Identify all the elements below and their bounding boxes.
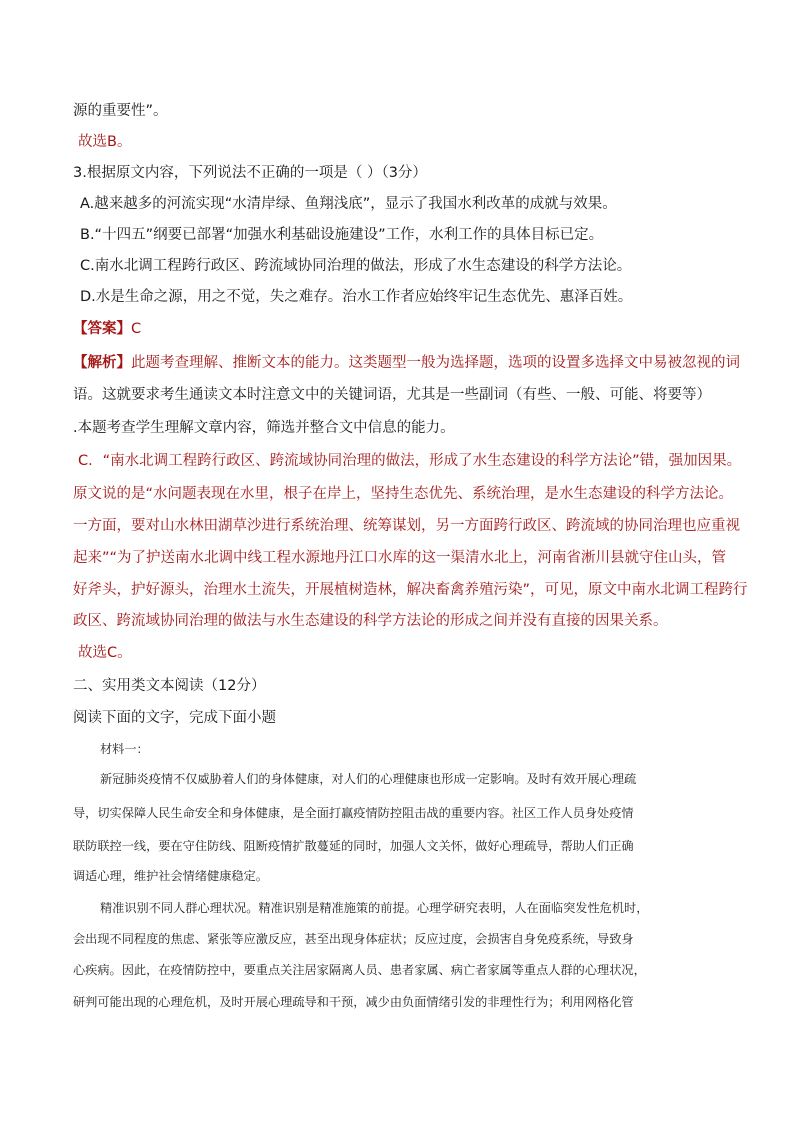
material-para2-line-1: 精准识别不同人群心理状况。精准识别是精准施策的前提。心理学研究表明，人在面临突发性危机时， (100, 901, 649, 915)
section-heading: 二、实用类文本阅读（12分） (73, 678, 266, 694)
option-a: A.越来越多的河流实现“水清岸绿、鱼翔浅底”，显示了我国水利改革的成就与效果。 (80, 196, 617, 212)
option-d: D.水是生命之源，用之不觉，失之难存。治水工作者应始终牢记生态优先、惠泽百姓。 (80, 289, 633, 305)
answer-label: 【答案】 (73, 321, 131, 337)
continued-text: 源的重要性”。 (73, 103, 168, 119)
analysis-text: 此题考查理解、推断文本的能力。这类题型一般为选择题，选项的设置多选择文中易被忽视的词 (131, 355, 740, 371)
material-para2-line-3: 心疾病。因此，在疫情防控中，要重点关注居家隔离人员、患者家属、病亡者家属等重点人群的心理状况， (73, 963, 646, 977)
material-para1-line-3: 联防联控一线，要在守住防线、阻断疫情扩散蔓延的同时，加强人文关怀，做好心理疏导，帮助人们正确 (73, 839, 634, 853)
analysis-line-1 (73, 353, 740, 373)
material-para2-line-2: 会出现不同程度的焦虑、紧张等应激反应，甚至出现身体症状；反应过度，会损害自身免疫系统，导致身 (73, 932, 634, 946)
material-para1-line-2: 导，切实保障人民生命安全和身体健康，是全面打赢疫情防控阻击战的重要内容。社区工作人员身处疫情 (73, 806, 634, 820)
analysis-label: 【解析】 (73, 355, 131, 371)
answer-line (73, 319, 141, 339)
analysis-line-2: 语。这就要求考生通读文本时注意文中的关键词语，尤其是一些副词（有些、一般、可能、将要等） (73, 387, 711, 403)
answer-choice-c: 故选C。 (78, 645, 132, 661)
material-para2-line-4: 研判可能出现的心理危机，及时开展心理疏导和干预，减少由负面情绪引发的非理性行为；利用网格化管 (73, 995, 634, 1009)
analysis-line-3: .本题考查学生理解文章内容，筛选并整合文中信息的能力。 (73, 420, 455, 436)
material-para1-line-4: 调适心理，维护社会情绪健康稳定。 (73, 869, 268, 883)
reading-instruction: 阅读下面的文字，完成下面小题 (73, 710, 276, 726)
question-3-stem: 3.根据原文内容，下列说法不正确的一项是（ ）（3分） (73, 165, 427, 181)
analysis-line-8: 好斧头，护好源头，治理水土流失，开展植树造林，解决畜禽养殖污染”，可见，原文中南水北调工程跨行 (73, 582, 748, 598)
answer-value: C (131, 321, 142, 337)
material-heading: 材料一： (100, 742, 149, 756)
analysis-line-6: 一方面，要对山水林田湖草沙进行系统治理、统筹谋划，另一方面跨行政区、跨流域的协同治理也应重视 (73, 518, 740, 534)
analysis-line-7: 起来”“为了护送南水北调中线工程水源地丹江口水库的这一渠清水北上，河南省淅川县就守住山头，管 (73, 550, 727, 566)
option-c: C.南水北调工程跨行政区、跨流域协同治理的做法，形成了水生态建设的科学方法论。 (80, 258, 632, 274)
answer-choice-b: 故选B。 (78, 134, 132, 150)
analysis-line-9: 政区、跨流域协同治理的做法与水生态建设的科学方法论的形成之间并没有直接的因果关系。 (73, 613, 668, 629)
analysis-line-5: 原文说的是“水问题表现在水里，根子在岸上，坚持生态优先、系统治理，是水生态建设的科学方法论。 (73, 486, 734, 502)
material-para1-line-1: 新冠肺炎疫情不仅威胁着人们的身体健康，对人们的心理健康也形成一定影响。及时有效开展心理疏 (100, 772, 637, 786)
option-b: B.“十四五”纲要已部署“加强水利基础设施建设”工作，水利工作的具体目标已定。 (80, 227, 604, 243)
analysis-line-4: C．“南水北调工程跨行政区、跨流域协同治理的做法，形成了水生态建设的科学方法论”错，强加因果。 (78, 453, 742, 469)
